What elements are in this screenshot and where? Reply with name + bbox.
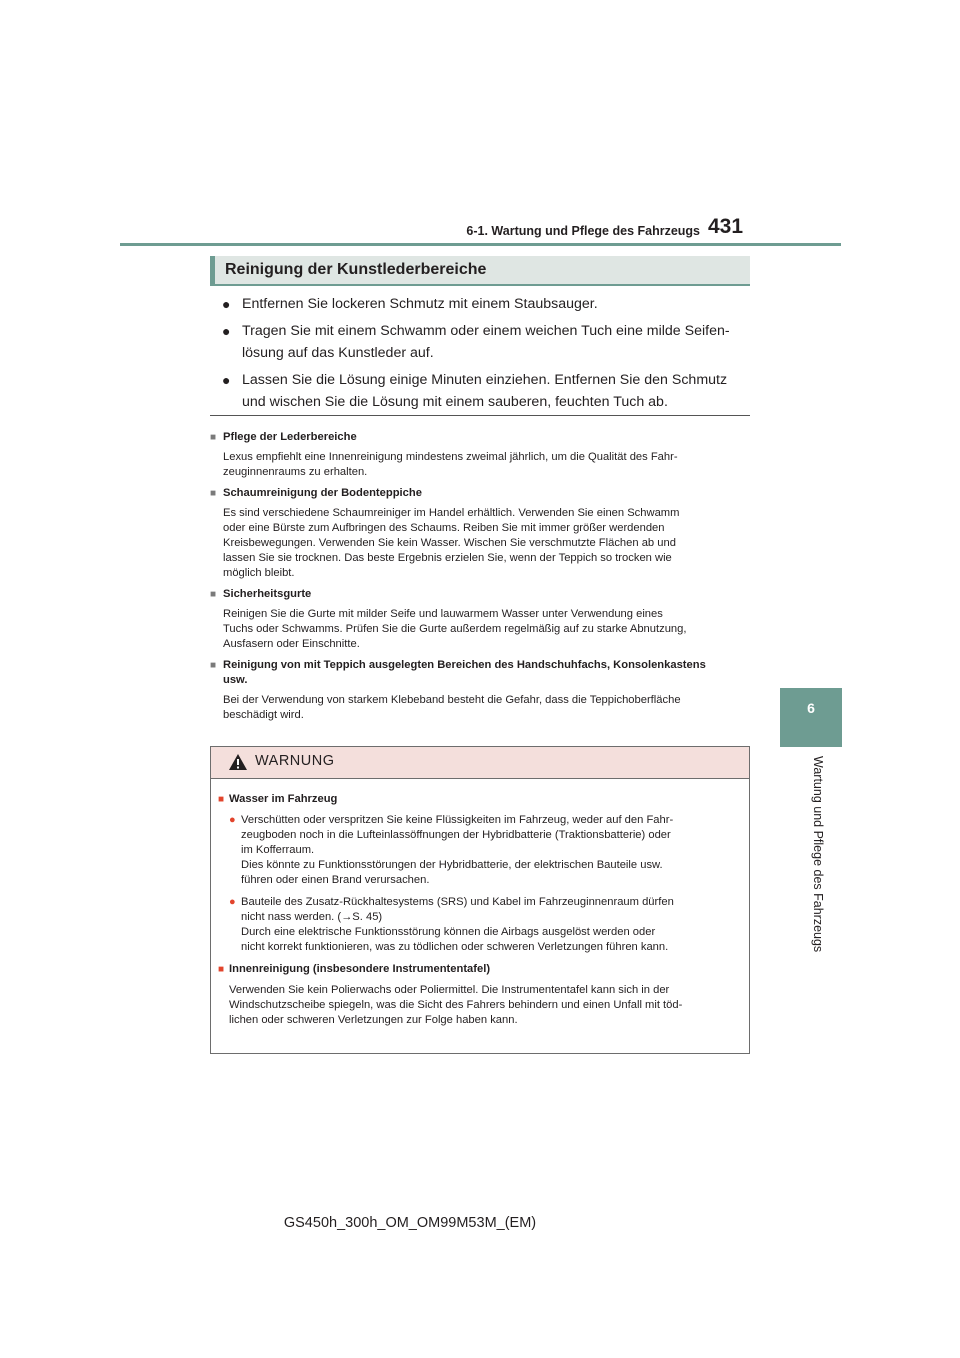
note-title: ■ Pflege der Lederbereiche [210, 431, 357, 443]
warning-box [210, 746, 750, 1054]
bullet-dot-icon: ● [222, 372, 231, 388]
square-bullet-icon: ■ [218, 794, 225, 805]
warning-bullet: ● Verschütten oder verspritzen Sie keine Flüssigkeiten im Fahrzeug, weder auf den Fahr- zeugboden noch in die Lufteinlassöffnungen der Hybridbatterie (Traktionsbatterie) oder im Kofferraum. Dies könnte zu Funktionsstörungen der Hybridbatterie, der elektrischen Bauteile usw. führen oder einen Brand verursachen. [229, 814, 674, 886]
square-bullet-icon: ■ [218, 964, 225, 975]
note-body: Es sind verschiedene Schaumreiniger im Handel erhältlich. Verwenden Sie einen Schwamm oder eine Bürste zum Aufbringen des Schaums. Reiben Sie mit immer größer werdenden Kreisbewegungen. Verwenden Sie kein Wasser. Wischen Sie verschmutzte Flächen ab und lassen Sie sie trocknen. Das beste Ergebnis erzielen Sie, wenn der Teppich so trocken wie möglich bleibt. [223, 507, 680, 579]
note-title: ■ Schaumreinigung der Bodenteppiche [210, 487, 422, 499]
bullet-dot-icon: ● [229, 896, 236, 908]
footer-code: GS450h_300h_OM_OM99M53M_(EM) [283, 1215, 537, 1231]
square-bullet-icon: ■ [210, 660, 217, 671]
square-bullet-icon: ■ [210, 432, 217, 443]
bullet-line: und wischen Sie die Lösung mit einem sauberen, feuchten Tuch ab. [242, 394, 668, 410]
note-item [210, 658, 746, 723]
warning-body [218, 792, 743, 1028]
bullet-item [222, 320, 747, 364]
note-title: ■ Reinigung von mit Teppich ausgelegten Bereichen des Handschuhfachs, Konsolenkastens usw. [210, 659, 706, 686]
bullet-item [222, 293, 747, 315]
section-heading-bar [210, 256, 215, 284]
bullet-list [222, 293, 747, 418]
square-bullet-icon: ■ [210, 488, 217, 499]
bullet-dot-icon: ● [229, 814, 236, 826]
warning-topic-title: ■ Wasser im Fahrzeug [218, 793, 338, 805]
section-divider [210, 415, 750, 416]
warning-label: WARNUNG [255, 753, 335, 769]
square-bullet-icon: ■ [210, 589, 217, 600]
header-rule [120, 243, 841, 246]
bullet-dot-icon: ● [222, 296, 231, 312]
bullet-line: lösung auf das Kunstleder auf. [242, 345, 434, 361]
note-body: Lexus empfiehlt eine Innenreinigung mindestens zweimal jährlich, um die Qualität des Fahr- zeuginnenraums zu erhalten. [223, 451, 678, 478]
running-header: 6-1. Wartung und Pflege des Fahrzeugs [466, 224, 700, 238]
warning-bullet: ● Bauteile des Zusatz-Rückhaltesystems (SRS) und Kabel im Fahrzeuginnenraum dürfen nicht nass werden. (→S. 45) Durch eine elektrische Funktionsstörung können die Airbags ausgelöst werden oder nicht korrekt funktionieren, was zu tödlichen oder schweren Verletzungen führen kann. [229, 896, 674, 953]
warning-triangle-icon [228, 753, 248, 776]
warning-topic-title: ■ Innenreinigung (insbesondere Instrumententafel) [218, 963, 491, 975]
note-title: ■ Sicherheitsgurte [210, 588, 312, 600]
note-item [210, 486, 746, 581]
warning-header [211, 747, 749, 779]
note-body: Reinigen Sie die Gurte mit milder Seife und lauwarmem Wasser unter Verwendung eines Tuchs oder Schwamms. Prüfen Sie die Gurte außerdem regelmäßig auf zu starke Abnutzung, Ausfasern oder Einschnitte. [223, 608, 687, 650]
page-number: 431 [708, 215, 744, 238]
chapter-side-title [808, 756, 828, 956]
bullet-dot-icon: ● [222, 323, 231, 339]
note-item [210, 587, 746, 652]
bullet-item [222, 369, 747, 413]
section-heading [210, 256, 750, 286]
bullet-line: Tragen Sie mit einem Schwamm oder einem weichen Tuch eine milde Seifen- [242, 323, 730, 339]
notes [210, 430, 746, 729]
chapter-side-title-text: Wartung und Pflege des Fahrzeugs [811, 756, 825, 953]
section-title: Reinigung der Kunstlederbereiche [225, 261, 487, 278]
note-item [210, 430, 746, 480]
bullet-line: Lassen Sie die Lösung einige Minuten einziehen. Entfernen Sie den Schmutz [242, 372, 728, 388]
note-body: Bei der Verwendung von starkem Klebeband besteht die Gefahr, dass die Teppichoberfläche beschädigt wird. [223, 694, 681, 721]
bullet-line: Entfernen Sie lockeren Schmutz mit einem Staubsauger. [242, 296, 598, 312]
warning-paragraph: Verwenden Sie kein Polierwachs oder Poliermittel. Die Instrumententafel kann sich in der Windschutzscheibe spiegeln, was die Sicht des Fahrers behindern und einen Unfall mit töd- lichen oder schweren Verletzungen zur Folge haben kann. [229, 984, 683, 1026]
chapter-tab: 6 [780, 688, 842, 747]
